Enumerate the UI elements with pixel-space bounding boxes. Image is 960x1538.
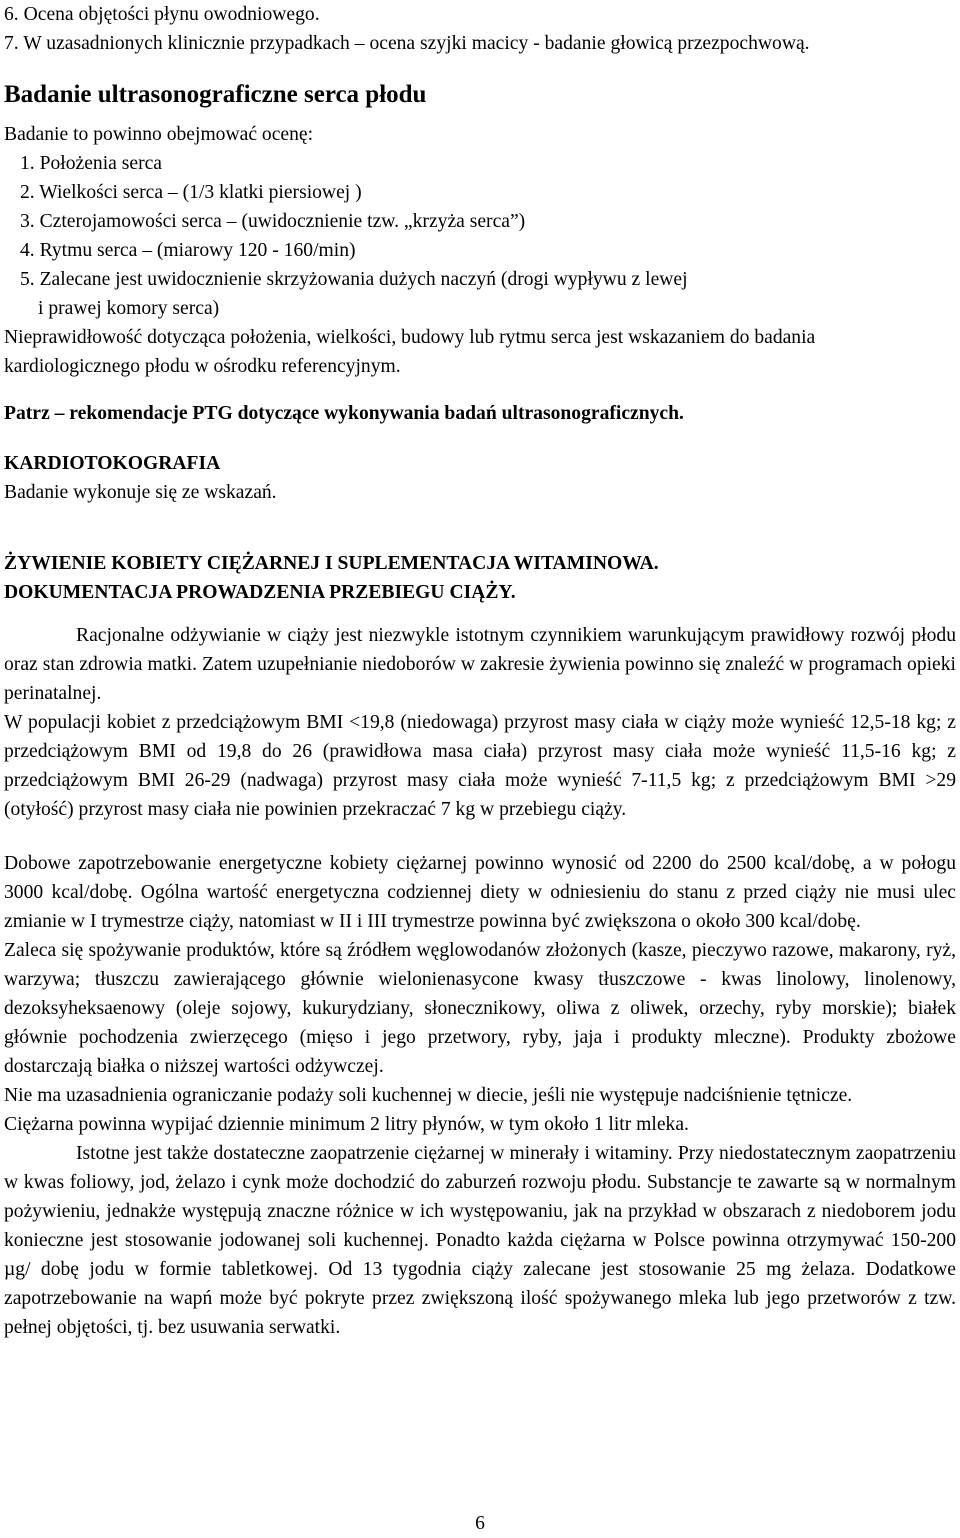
top-list [4,0,956,58]
nutrition-title-line1: ŻYWIENIE KOBIETY CIĘŻARNEJ I SUPLEMENTACJA WITAMINOWA. [4,553,659,574]
heart-assessment-list [20,149,956,323]
abnormal-note: Nieprawidłowość dotycząca położenia, wielkości, budowy lub rytmu serca jest wskazaniem do badania kardiologicznego płodu w ośrodku referencyjnym. [4,327,816,377]
list-item: 6. Ocena objętości płynu owodniowego. [4,4,320,25]
document-page [4,0,956,1342]
nutrition-paragraph: Ciężarna powinna wypijać dziennie minimum 2 litry płynów, w tym około 1 litr mleka. [4,1114,689,1135]
nutrition-paragraph: W populacji kobiet z przedciążowym BMI <19,8 (niedowaga) przyrost masy ciała w ciąży może wynieść 12,5-18 kg; z przedciążowym BMI od 19,8 do 26 (prawidłowa masa ciała) przyrost masy ciała może wynieść 11,5-16 kg; z przedciążowym BMI 26-29 (nadwaga) przyrost masy ciała może wynieść 7-11,5 kg; z przedciążowym BMI >29 (otyłość) przyrost masy ciała nie powinien przekraczać 7 kg w przebiegu ciąży. [4,712,956,820]
list-item: 2. Wielkości serca – (1/3 klatki piersiowej ) [20,182,362,203]
nutrition-title-line2: DOKUMENTACJA PROWADZENIA PRZEBIEGU CIĄŻY. [4,582,516,603]
list-item-continuation: i prawej komory serca) [38,298,220,319]
list-item: 5. Zalecane jest uwidocznienie skrzyżowania dużych naczyń (drogi wypływu z lewej [20,269,688,290]
ktg-section-text: Badanie wykonuje się ze wskazań. [4,482,277,503]
ktg-section-title: KARDIOTOKOGRAFIA [4,453,221,474]
list-item: 4. Rytmu serca – (miarowy 120 - 160/min) [20,240,356,261]
ptg-recommendation-note: Patrz – rekomendacje PTG dotyczące wykonywania badań ultrasonograficznych. [4,403,684,424]
nutrition-paragraph: Nie ma uzasadnienia ograniczanie podaży soli kuchennej w diecie, jeśli nie występuje nadciśnienie tętnicze. [4,1085,853,1106]
list-item: 3. Czterojamowości serca – (uwidocznienie tzw. „krzyża serca”) [20,211,526,232]
list-item: 1. Położenia serca [20,153,162,174]
list-item: 7. W uzasadnionych klinicznie przypadkach – ocena szyjki macicy - badanie głowicą przezpochwową. [4,33,810,54]
nutrition-paragraph: Racjonalne odżywianie w ciąży jest niezwykle istotnym czynnikiem warunkującym prawidłowy rozwój płodu oraz stan zdrowia matki. Zatem uzupełnianie niedoborów w zakresie żywienia powinno się znaleźć w programach opieki perinatalnej. [4,625,956,704]
heart-section-title: Badanie ultrasonograficzne serca płodu [4,81,427,108]
nutrition-paragraph: Istotne jest także dostateczne zaopatrzenie ciężarnej w minerały i witaminy. Przy niedostatecznym zaopatrzeniu w kwas foliowy, jod, żelazo i cynk może dochodzić do zaburzeń rozwoju płodu. Substancje te zawarte są w normalnym pożywieniu, jednakże występują znaczne różnice w ich występowaniu, jak na przykład w obszarach z niedoborem jodu konieczne jest stosowanie jodowanej soli kuchennej. Ponadto każda ciężarna w Polsce powinna otrzymywać 150-200 µg/ dobę jodu w formie tabletkowej. Od 13 tygodnia ciąży zalecane jest stosowanie 25 mg żelaza. Dodatkowe zapotrzebowanie na wapń może być pokryte przez zwiększoną ilość spożywanego mleka lub jego przetworów z tzw. pełnej objętości, tj. bez usuwania serwatki. [4,1143,956,1338]
nutrition-paragraph: Dobowe zapotrzebowanie energetyczne kobiety ciężarnej powinno wynosić od 2200 do 2500 kcal/dobę, a w połogu 3000 kcal/dobę. Ogólna wartość energetyczna codziennej diety w odniesieniu do stanu z przed ciąży nie musi ulec zmianie w I trymestrze ciąży, natomiast w II i III trymestrze powinna być zwiększona o około 300 kcal/dobę. [4,853,956,932]
page-number: 6 [475,1513,485,1534]
heart-section-intro: Badanie to powinno obejmować ocenę: [4,124,314,145]
nutrition-paragraph: Zaleca się spożywanie produktów, które są źródłem węglowodanów złożonych (kasze, pieczywo razowe, makarony, ryż, warzywa; tłuszczu zawierającego głównie wielonienasycone kwasy tłuszczowe - kwas linolowy, linolenowy, dezoksyheksaenowy (oleje sojowy, kukurydziany, słonecznikowy, oliwa z oliwek, orzechy, ryby morskie); białek głównie pochodzenia zwierzęcego (mięso i jego przetwory, ryby, jaja i produkty mleczne). Produkty zbożowe dostarczają białka o niższej wartości odżywczej. [4,940,956,1077]
